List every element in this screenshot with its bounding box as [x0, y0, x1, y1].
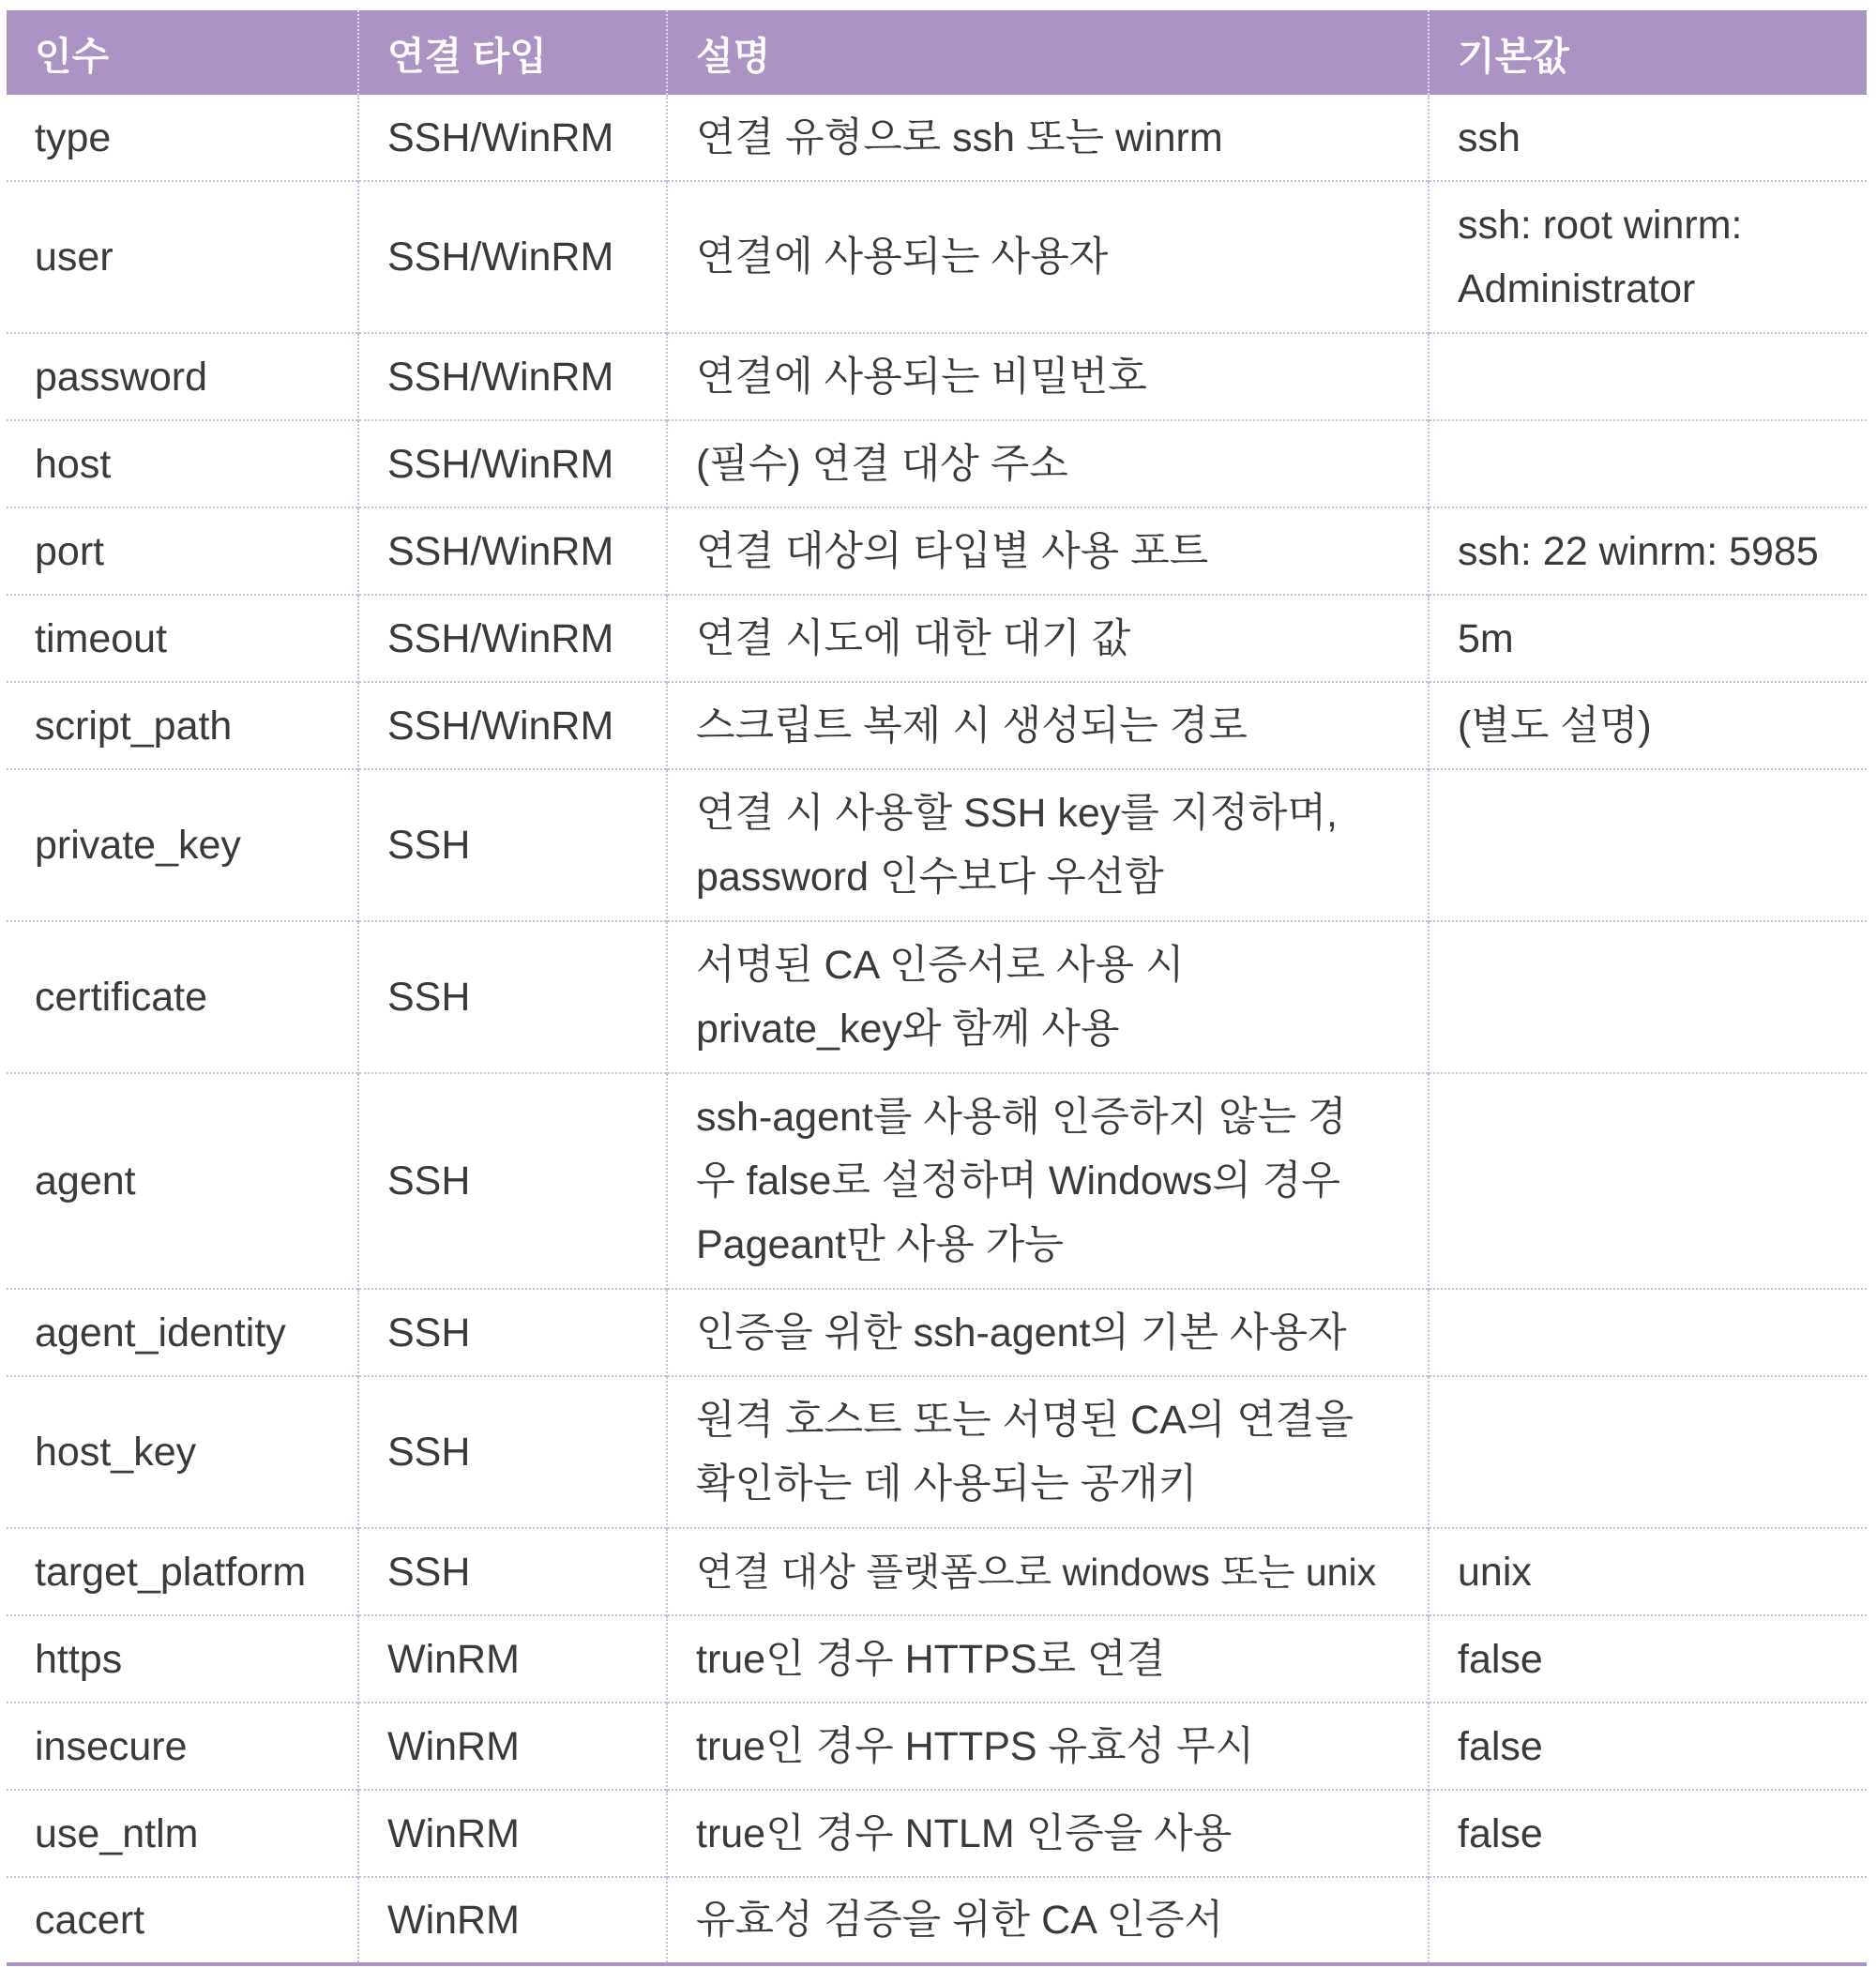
cell-connection-type: SSH/WinRM [358, 420, 667, 507]
table-row [7, 420, 1867, 507]
cell-connection-type: WinRM [358, 1790, 667, 1877]
cell-description: ssh-agent를 사용해 인증하지 않는 경우 false로 설정하며 Windows의 경우 Pageant만 사용 가능 [667, 1073, 1429, 1289]
cell-argument: script_path [7, 682, 358, 769]
cell-default: false [1429, 1703, 1867, 1790]
cell-default [1429, 1376, 1867, 1528]
cell-argument: private_key [7, 769, 358, 921]
cell-description: (필수) 연결 대상 주소 [667, 420, 1429, 507]
table-row [7, 1790, 1867, 1877]
table-row [7, 1528, 1867, 1615]
cell-description: 원격 호스트 또는 서명된 CA의 연결을 확인하는 데 사용되는 공개키 [667, 1376, 1429, 1528]
cell-description: 연결 시 사용할 SSH key를 지정하며, password 인수보다 우선함 [667, 769, 1429, 921]
cell-description: true인 경우 HTTPS 유효성 무시 [667, 1703, 1429, 1790]
cell-argument: insecure [7, 1703, 358, 1790]
table-row [7, 507, 1867, 595]
cell-connection-type: SSH/WinRM [358, 682, 667, 769]
cell-argument: timeout [7, 595, 358, 682]
table-row [7, 1376, 1867, 1528]
table-row [7, 333, 1867, 420]
cell-connection-type: SSH [358, 1289, 667, 1376]
cell-default: 5m [1429, 595, 1867, 682]
table-row [7, 595, 1867, 682]
header-argument: 인수 [7, 10, 358, 95]
cell-argument: user [7, 181, 358, 333]
cell-argument: https [7, 1615, 358, 1703]
cell-connection-type: SSH [358, 921, 667, 1073]
cell-connection-type: SSH [358, 769, 667, 921]
cell-description: 연결 유형으로 ssh 또는 winrm [667, 95, 1429, 181]
cell-connection-type: SSH [358, 1073, 667, 1289]
table-row [7, 769, 1867, 921]
cell-description: 인증을 위한 ssh-agent의 기본 사용자 [667, 1289, 1429, 1376]
cell-argument: agent_identity [7, 1289, 358, 1376]
cell-default: ssh [1429, 95, 1867, 181]
cell-connection-type: SSH/WinRM [358, 95, 667, 181]
table-row [7, 95, 1867, 181]
table-row [7, 181, 1867, 333]
cell-default [1429, 769, 1867, 921]
cell-default: ssh: 22 winrm: 5985 [1429, 507, 1867, 595]
cell-argument: use_ntlm [7, 1790, 358, 1877]
cell-default [1429, 1877, 1867, 1964]
cell-default [1429, 333, 1867, 420]
cell-description: 스크립트 복제 시 생성되는 경로 [667, 682, 1429, 769]
cell-argument: port [7, 507, 358, 595]
cell-description: 연결에 사용되는 비밀번호 [667, 333, 1429, 420]
table-row [7, 921, 1867, 1073]
table-row [7, 1289, 1867, 1376]
cell-connection-type: WinRM [358, 1877, 667, 1964]
cell-description: 연결 시도에 대한 대기 값 [667, 595, 1429, 682]
cell-argument: type [35, 114, 112, 160]
cell-description: 연결 대상 플랫폼으로 windows 또는 unix [667, 1528, 1429, 1615]
cell-argument: certificate [7, 921, 358, 1073]
argument-table [7, 10, 1867, 1966]
cell-description: true인 경우 HTTPS로 연결 [667, 1615, 1429, 1703]
cell-default [1429, 1073, 1867, 1289]
cell-description: 연결에 사용되는 사용자 [667, 181, 1429, 333]
header-connection-type: 연결 타입 [358, 10, 667, 95]
cell-connection-type: SSH/WinRM [358, 333, 667, 420]
cell-default: ssh: root winrm: Administrator [1429, 181, 1867, 333]
cell-connection-type: SSH/WinRM [358, 507, 667, 595]
cell-connection-type: SSH/WinRM [358, 595, 667, 682]
cell-description: 유효성 검증을 위한 CA 인증서 [667, 1877, 1429, 1964]
cell-description: 연결 대상의 타입별 사용 포트 [667, 507, 1429, 595]
cell-default [1429, 420, 1867, 507]
cell-connection-type: SSH [358, 1528, 667, 1615]
table-header-row [7, 10, 1867, 95]
cell-argument: agent [7, 1073, 358, 1289]
cell-description: true인 경우 NTLM 인증을 사용 [667, 1790, 1429, 1877]
table-row [7, 1877, 1867, 1964]
cell-default: false [1429, 1615, 1867, 1703]
cell-default: false [1429, 1790, 1867, 1877]
cell-connection-type: SSH [358, 1376, 667, 1528]
cell-default [1429, 1289, 1867, 1376]
header-description: 설명 [667, 10, 1429, 95]
cell-description: 서명된 CA 인증서로 사용 시 private_key와 함께 사용 [667, 921, 1429, 1073]
cell-argument: target_platform [7, 1528, 358, 1615]
cell-connection-type: SSH/WinRM [358, 181, 667, 333]
cell-default: unix [1429, 1528, 1867, 1615]
cell-default: (별도 설명) [1429, 682, 1867, 769]
cell-argument: cacert [7, 1877, 358, 1964]
table-row [7, 1703, 1867, 1790]
cell-argument: password [7, 333, 358, 420]
cell-default [1429, 921, 1867, 1073]
table-row [7, 682, 1867, 769]
cell-argument: host [7, 420, 358, 507]
cell-connection-type: WinRM [358, 1703, 667, 1790]
header-default: 기본값 [1429, 10, 1867, 95]
cell-connection-type: WinRM [358, 1615, 667, 1703]
argument-table-container [7, 10, 1867, 1966]
cell-argument: host_key [7, 1376, 358, 1528]
table-row [7, 1073, 1867, 1289]
table-row [7, 1615, 1867, 1703]
